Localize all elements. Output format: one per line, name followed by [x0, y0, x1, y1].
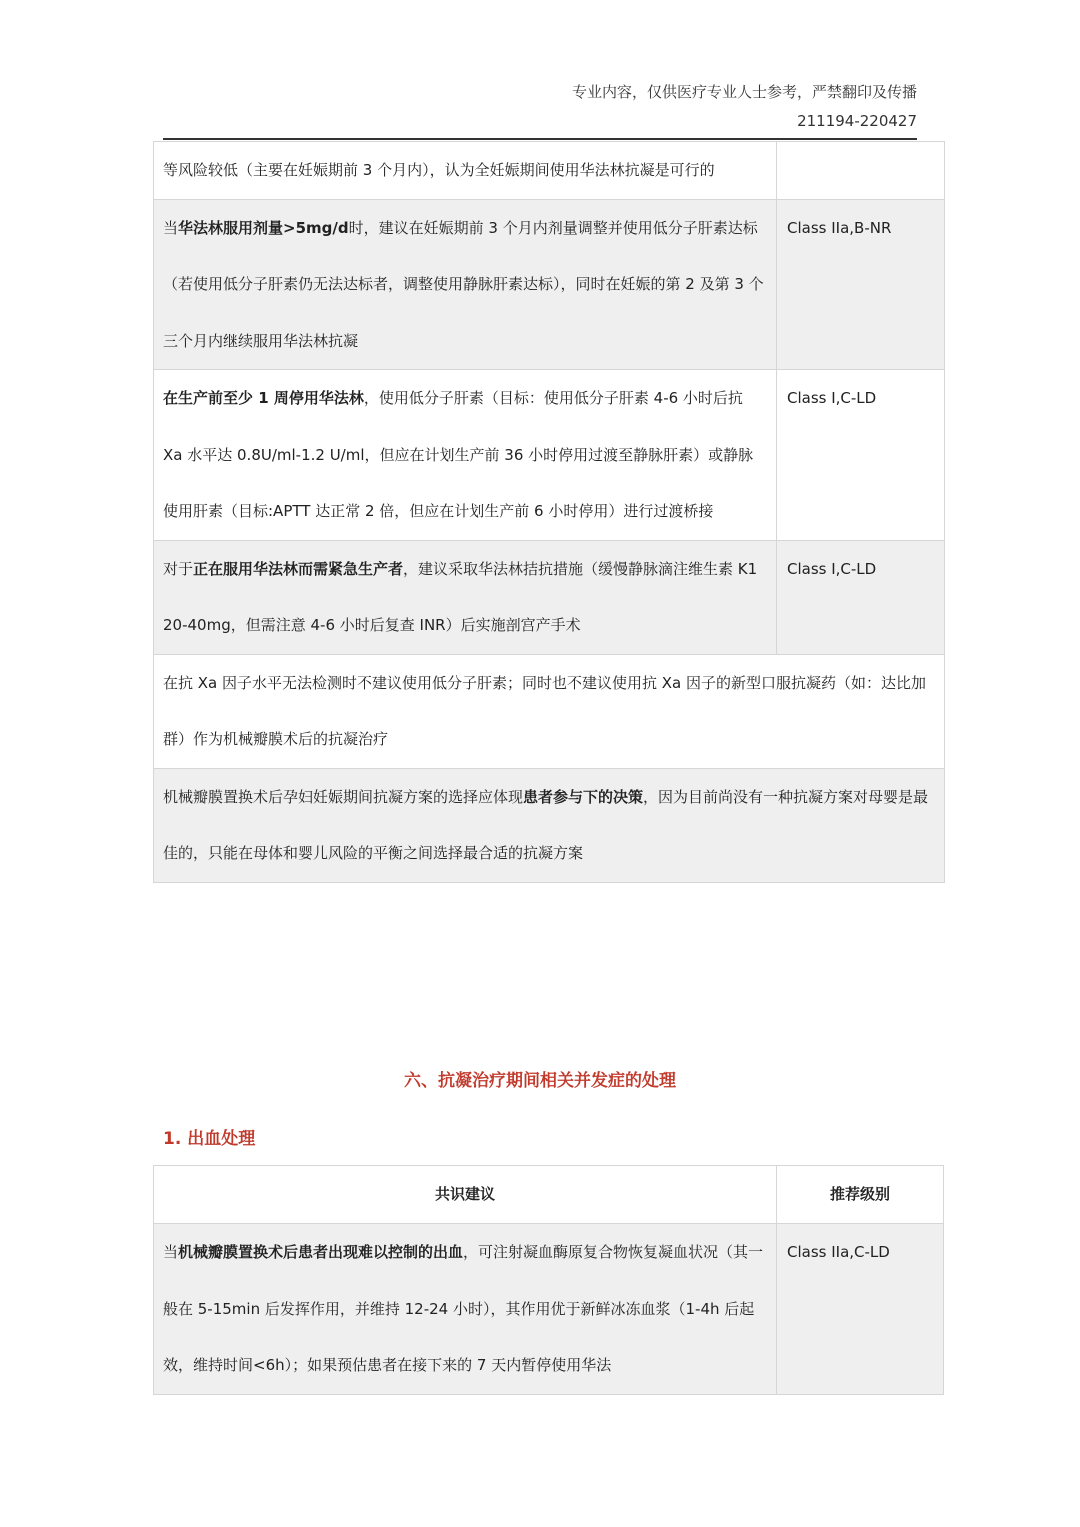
table-row [154, 370, 945, 541]
recommendation-table-2 [153, 1165, 944, 1395]
header-code: 211194-220427 [797, 112, 917, 130]
text-segment: 当 [163, 218, 179, 237]
grade-cell [777, 142, 945, 200]
header-notice: 专业内容，仅供医疗专业人士参考，严禁翻印及传播 [571, 83, 917, 101]
text-segment: 当 [163, 1243, 179, 1261]
recommendation-text [163, 541, 767, 654]
header-divider [163, 138, 917, 140]
recommendation-text [163, 769, 935, 882]
recommendation-cell [154, 199, 777, 370]
recommendation-text [163, 1224, 767, 1394]
table-row [154, 540, 945, 654]
grade-cell: Class IIa,B-NR [777, 199, 945, 370]
text-segment: 对于 [163, 559, 194, 578]
table-row [154, 654, 945, 768]
grade-cell: Class I,C-LD [777, 370, 945, 541]
recommendation-text [163, 370, 767, 540]
table-header-row [154, 1166, 944, 1224]
grade-cell: Class IIa,C-LD [777, 1224, 944, 1395]
text-segment: ，因为目前尚没有一种抗凝方案对母婴是最佳的，只能在母体和婴儿风险的平衡之间选择最合适的抗凝方案 [163, 787, 929, 862]
bold-text: 华法林服用剂量>5mg/d [178, 218, 349, 237]
recommendation-cell-wide [154, 768, 945, 882]
recommendation-cell [154, 370, 777, 541]
table-row [154, 768, 945, 882]
recommendation-cell [154, 540, 777, 654]
text-segment: 机械瓣膜置换术后孕妇妊娠期间抗凝方案的选择应体现 [163, 787, 524, 806]
recommendation-cell [154, 1224, 777, 1395]
table-row [154, 1224, 944, 1395]
subsection-title: 1. 出血处理 [163, 1129, 256, 1149]
recommendation-cell-wide [154, 654, 945, 768]
recommendation-table-1 [153, 141, 945, 883]
recommendation-cell [154, 142, 777, 200]
text-segment: ，建议采取华法林拮抗措施（缓慢静脉滴注维生素 K1 20-40mg，但需注意 4-6 小时后复查 INR）后实施剖宫产手术 [163, 559, 758, 634]
bold-text: 正在服用华法林而需紧急生产者 [193, 559, 404, 578]
recommendation-text [163, 200, 767, 370]
text-segment: ，使用低分子肝素（目标：使用低分子肝素 4-6 小时后抗 Xa 水平达 0.8U/ml-1.2 U/ml，但应在计划生产前 36 小时停用过渡至静脉肝素）或静脉使用肝素（目标:APTT 达正常 2 倍，但应在计划生产前 6 小时停用）进行过渡桥接 [163, 389, 754, 520]
page-header [0, 78, 917, 136]
text-segment: ，可注射凝血酶原复合物恢复凝血状况（其一般在 5-15min 后发挥作用，并维持 12-24 小时），其作用优于新鲜冰冻血浆（1-4h 后起效，维持时间<6h）；如果预估患者在接下来的 7 天内暂停使用华法 [163, 1243, 764, 1374]
bold-text: 患者参与下的决策 [523, 787, 644, 806]
text-segment: 时，建议在妊娠期前 3 个月内剂量调整并使用低分子肝素达标（若使用低分子肝素仍无法达标者，调整使用静脉肝素达标），同时在妊娠的第 2 及第 3 个三个月内继续服用华法林抗凝 [163, 218, 764, 350]
grade-cell: Class I,C-LD [777, 540, 945, 654]
column-header-grade: 推荐级别 [777, 1166, 944, 1224]
bold-text: 机械瓣膜置换术后患者出现难以控制的出血 [178, 1243, 464, 1261]
recommendation-text [163, 142, 767, 199]
table-row [154, 142, 945, 200]
recommendation-text [163, 655, 935, 768]
table-row [154, 199, 945, 370]
text-segment: 等风险较低（主要在妊娠期前 3 个月内），认为全妊娠期间使用华法林抗凝是可行的 [163, 161, 715, 179]
section-title: 六、抗凝治疗期间相关并发症的处理 [404, 1071, 676, 1091]
text-segment: 在抗 Xa 因子水平无法检测时不建议使用低分子肝素；同时也不建议使用抗 Xa 因子的新型口服抗凝药（如：达比加群）作为机械瓣膜术后的抗凝治疗 [163, 673, 927, 748]
column-header-recommendation: 共识建议 [154, 1166, 777, 1224]
bold-text: 在生产前至少 1 周停用华法林 [163, 389, 364, 407]
